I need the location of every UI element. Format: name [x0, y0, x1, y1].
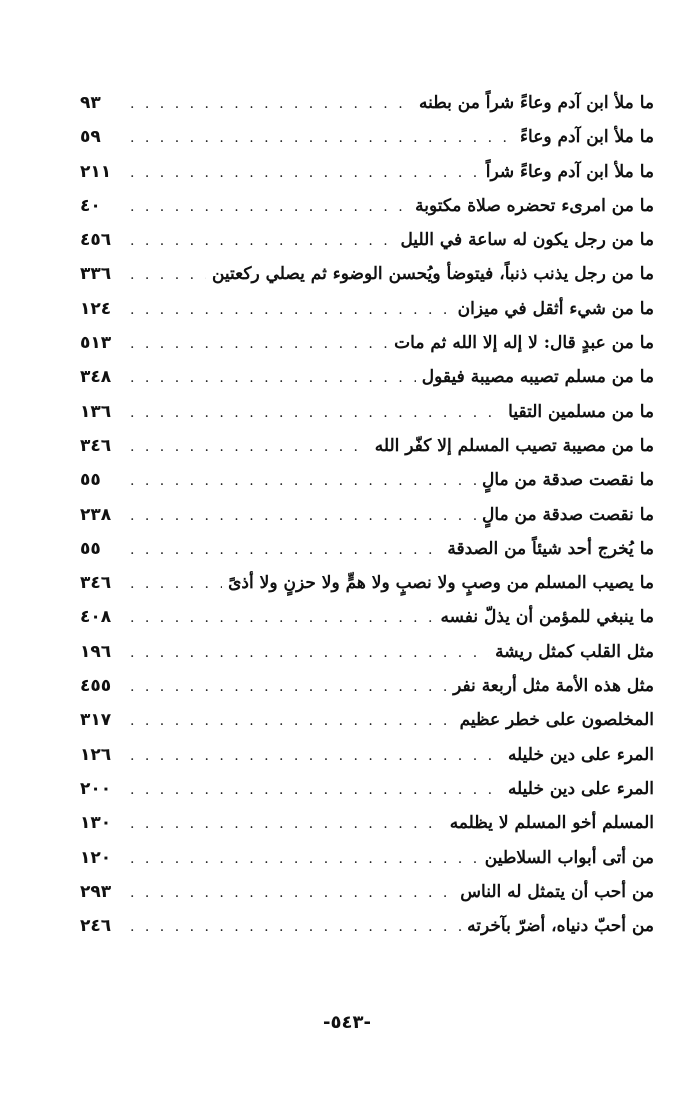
entry-page-number: ١٢٠ [80, 847, 112, 868]
index-entry [80, 257, 654, 291]
entry-text: ما من رجل يذنب ذنباً، فيتوضأ ويُحسن الوضوء ثم يصلي ركعتين [211, 264, 654, 285]
dot-leader [130, 464, 476, 498]
entry-page-number: ١٢٦ [80, 744, 112, 765]
index-entry [80, 600, 654, 634]
index-entry [80, 395, 654, 429]
entry-page-number: ٥١٣ [80, 333, 112, 354]
dot-leader [130, 327, 388, 361]
dot-leader [130, 567, 222, 601]
index-entry [80, 566, 654, 600]
entry-page-number: ٣٣٦ [80, 264, 112, 285]
dot-leader [130, 224, 394, 258]
entry-page-number: ٣٤٦ [80, 435, 112, 456]
entry-text: من أحب أن يتمثل له الناس [460, 881, 654, 902]
index-entry [80, 635, 654, 669]
index-entry [80, 703, 654, 737]
entry-text: ما نقصت صدقة من مالٍ [481, 504, 654, 525]
index-entry [80, 738, 654, 772]
entry-text: ما يصيب المسلم من وصبٍ ولا نصبٍ ولا همٍّ ولا حزنٍ ولا أذىً [228, 573, 654, 594]
entry-page-number: ٤٠٨ [80, 607, 112, 628]
index-entry [80, 498, 654, 532]
dot-leader [130, 87, 413, 121]
page-number: -٥٤٣- [323, 1012, 371, 1033]
dot-leader [130, 807, 444, 841]
index-entry [80, 292, 654, 326]
entry-page-number: ٤٥٦ [80, 230, 112, 251]
dot-leader [130, 739, 502, 773]
index-entry [80, 189, 654, 223]
index-list [80, 86, 654, 943]
index-entry [80, 875, 654, 909]
entry-text: مثل القلب كمثل ريشة [495, 641, 654, 662]
index-entry [80, 429, 654, 463]
entry-text: المرء على دين خليله [507, 778, 654, 799]
dot-leader [130, 499, 476, 533]
dot-leader [130, 636, 489, 670]
entry-page-number: ٥٩ [80, 127, 101, 148]
dot-leader [130, 533, 441, 567]
dot-leader [130, 876, 454, 910]
entry-text: من أتى أبواب السلاطين [484, 847, 654, 868]
dot-leader [130, 842, 479, 876]
entry-text: ما من مسلم تصيبه مصيبة فيقول [421, 367, 654, 388]
dot-leader [130, 258, 206, 292]
entry-page-number: ٢٩٣ [80, 881, 112, 902]
entry-page-number: ٥٥ [80, 538, 101, 559]
entry-page-number: ٣٤٦ [80, 573, 112, 594]
index-entry [80, 86, 654, 120]
index-entry [80, 155, 654, 189]
dot-leader [130, 121, 514, 155]
entry-text: ما ملأ ابن آدم وعاءً شراً من بطنه [418, 93, 654, 113]
entry-page-number: ١٩٦ [80, 641, 112, 662]
index-entry [80, 532, 654, 566]
entry-text: ما نقصت صدقة من مالٍ [481, 470, 654, 491]
index-entry [80, 806, 654, 840]
entry-text: ما من امرىء تحضره صلاة مكتوبة [415, 195, 654, 216]
entry-text: المسلم أخو المسلم لا يظلمه [449, 813, 654, 834]
entry-page-number: ٩٣ [80, 93, 101, 113]
index-entry [80, 463, 654, 497]
entry-text: المرء على دين خليله [507, 744, 654, 765]
dot-leader [130, 773, 502, 807]
dot-leader [130, 670, 447, 704]
entry-page-number: ١٣٠ [80, 813, 112, 834]
dot-leader [130, 704, 454, 738]
index-entry [80, 772, 654, 806]
entry-text: ما يُخرج أحد شيئاً من الصدقة [447, 538, 654, 559]
index-entry [80, 326, 654, 360]
entry-text: ما من مصيبة تصيب المسلم إلا كفّر الله [374, 435, 654, 456]
entry-page-number: ٢٤٦ [80, 916, 112, 937]
index-entry [80, 360, 654, 394]
entry-page-number: ٣٤٨ [80, 367, 112, 388]
entry-text: ما ينبغي للمؤمن أن يذلّ نفسه [440, 607, 654, 628]
entry-page-number: ٥٥ [80, 470, 101, 491]
entry-text: ما من مسلمين التقيا [508, 401, 654, 422]
dot-leader [130, 190, 409, 224]
entry-text: من أحبّ دنياه، أضرّ بآخرته [467, 916, 654, 937]
entry-page-number: ١٢٤ [80, 298, 112, 319]
entry-text: المخلصون على خطر عظيم [459, 710, 654, 731]
index-entry [80, 841, 654, 875]
dot-leader [130, 430, 369, 464]
entry-text: ما من عبدٍ قال: لا إله إلا الله ثم مات [394, 333, 654, 354]
entry-page-number: ٣١٧ [80, 710, 112, 731]
entry-page-number: ٢١١ [80, 161, 112, 182]
index-entry [80, 120, 654, 154]
entry-text: ما ملأ ابن آدم وعاءً شراً [485, 161, 654, 182]
dot-leader [130, 910, 461, 944]
dot-leader [130, 156, 480, 190]
entry-page-number: ٢٠٠ [80, 778, 112, 799]
index-entry [80, 669, 654, 703]
dot-leader [130, 361, 416, 395]
index-entry [80, 909, 654, 943]
entry-page-number: ٤٠ [80, 195, 101, 216]
dot-leader [130, 396, 502, 430]
dot-leader [130, 601, 434, 635]
entry-text: ما من رجل يكون له ساعة في الليل [400, 230, 654, 251]
entry-text: ما ملأ ابن آدم وعاءً [520, 127, 654, 148]
index-entry [80, 223, 654, 257]
entry-text: ما من شيء أثقل في ميزان [457, 298, 654, 319]
entry-page-number: ٤٥٥ [80, 676, 112, 697]
entry-page-number: ١٣٦ [80, 401, 112, 422]
entry-page-number: ٢٣٨ [80, 504, 112, 525]
dot-leader [130, 293, 452, 327]
entry-text: مثل هذه الأمة مثل أربعة نفر [453, 676, 654, 697]
